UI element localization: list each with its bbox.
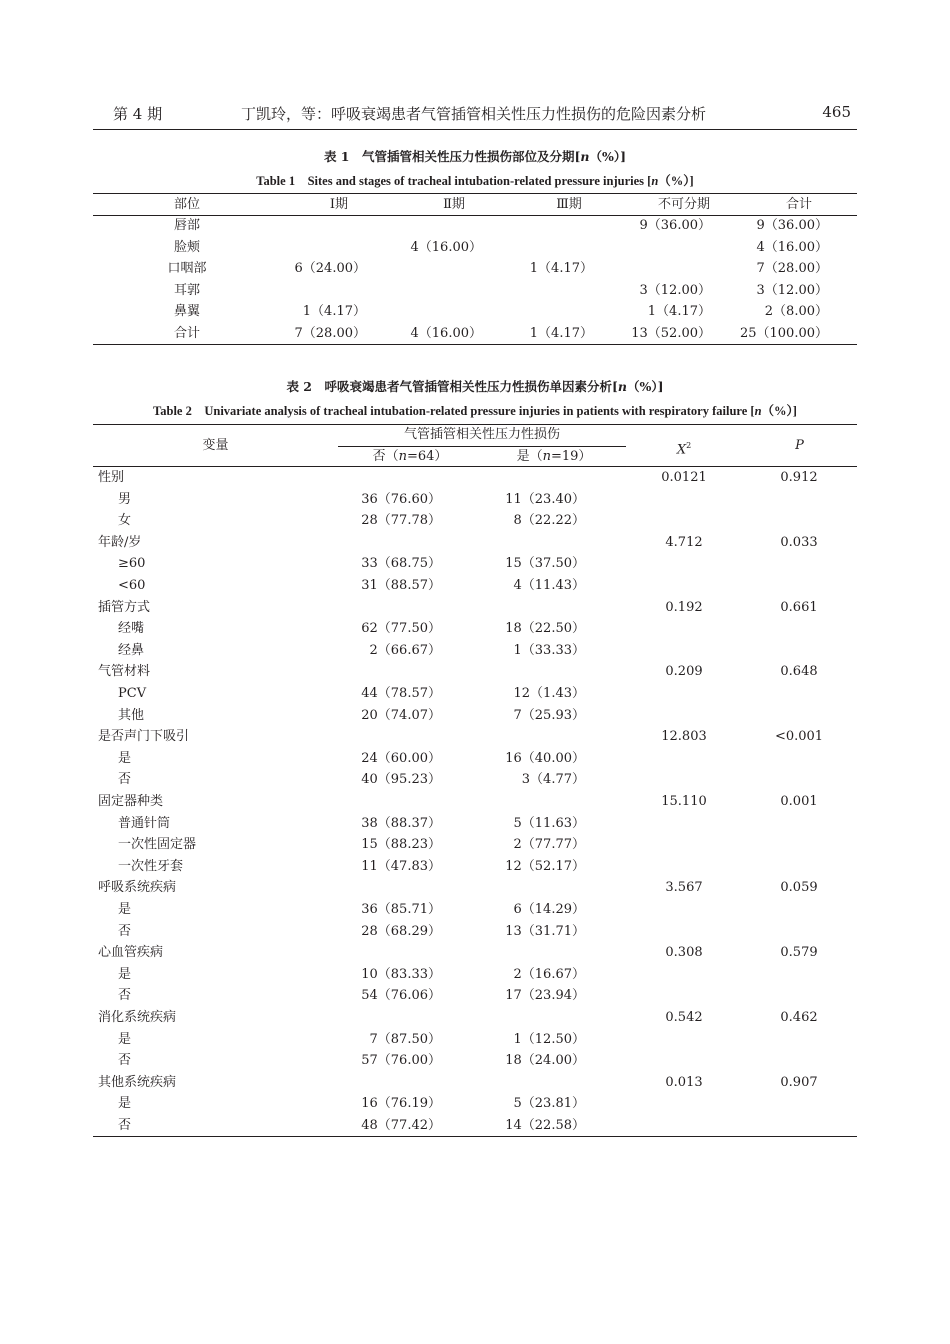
table2-yes-cell: 5（23.81） <box>513 1096 585 1112</box>
table2-sublevel-label: 一次性牙套 <box>118 858 184 874</box>
table2-header-variable: 变量 <box>202 438 229 453</box>
table1-cell: 9（36.00） <box>756 218 828 233</box>
table2-header-no: 否（n=64） <box>372 449 448 464</box>
table2-sublevel-label: 经鼻 <box>118 642 145 658</box>
table2-p-cell: 0.033 <box>780 534 818 550</box>
table2-variable-label: 消化系统疾病 <box>98 1010 177 1025</box>
table1-cell: 1（4.17） <box>529 325 593 341</box>
table1-cell: 3（12.00） <box>639 282 711 298</box>
table2-caption-en: Table 2 Univariate analysis of tracheal intubation-related pressure injuries in patients with respiratory failure [n（%）] <box>153 404 797 418</box>
table2-yes-cell: 18（22.50） <box>505 621 585 637</box>
table1-cell: 25（100.00） <box>739 325 828 341</box>
table2-yes-cell: 13（31.71） <box>505 923 585 939</box>
table1-cell: 7（28.00） <box>756 261 828 276</box>
table2-chi-cell: 3.567 <box>665 880 703 896</box>
table2-no-cell: 54（76.06） <box>361 988 441 1004</box>
table2-top-rule <box>93 424 857 425</box>
table2-yes-cell: 2（77.77） <box>513 837 585 853</box>
table2-yes-cell: 18（24.00） <box>505 1053 585 1069</box>
table2-variable-label: 其他系统疾病 <box>98 1074 177 1090</box>
table1-header-rule <box>93 215 857 216</box>
table2-header-chi: $X^2$ <box>676 441 692 458</box>
table2-no-cell: 36（85.71） <box>361 902 441 917</box>
table2-variable-label: 气管材料 <box>98 664 151 680</box>
table1-top-rule <box>93 193 857 194</box>
table1-col-header: Ⅲ期 <box>556 197 582 212</box>
table2-variable-label: 固定器种类 <box>98 794 164 809</box>
table2-variable-label: 心血管疾病 <box>98 945 164 961</box>
table2-yes-cell: 3（4.77） <box>521 772 585 788</box>
table1-caption-en: Table 1 Sites and stages of tracheal intubation-related pressure injuries [n（%）] <box>256 174 694 188</box>
table2-chi-cell: 15.110 <box>661 794 707 809</box>
table1-row-label: 鼻翼 <box>173 304 200 319</box>
table1-cell: 1（4.17） <box>647 304 711 319</box>
table2-no-cell: 15（88.23） <box>361 837 441 853</box>
table2-p-cell: <0.001 <box>774 729 824 745</box>
table2-chi-cell: 0.542 <box>665 1010 703 1025</box>
table2-no-cell: 24（60.00） <box>361 750 441 766</box>
table1-cell: 7（28.00） <box>294 325 366 341</box>
table2-yes-cell: 6（14.29） <box>513 902 585 917</box>
table2-no-cell: 48（77.42） <box>361 1118 441 1133</box>
table1-col-header: Ⅰ期 <box>329 197 349 212</box>
table2-no-cell: 7（87.50） <box>369 1031 441 1047</box>
table1-cell: 4（16.00） <box>756 239 828 255</box>
table2-caption-cn: 表 2 呼吸衰竭患者气管插管相关性压力性损伤单因素分析[n（%）] <box>286 379 664 394</box>
table2-yes-cell: 14（22.58） <box>505 1118 585 1133</box>
table2-variable-label: 插管方式 <box>98 599 151 615</box>
table2-no-cell: 28（77.78） <box>361 513 441 529</box>
table2-chi-cell: 0.192 <box>665 599 703 615</box>
table2-yes-cell: 17（23.94） <box>505 988 585 1004</box>
table2-header-group: 气管插管相关性压力性损伤 <box>403 427 560 442</box>
table2-no-cell: 11（47.83） <box>361 858 441 874</box>
table2-no-cell: 38（88.37） <box>361 815 441 831</box>
table2-p-cell: 0.661 <box>780 599 818 615</box>
table2-yes-cell: 1（33.33） <box>513 642 585 658</box>
table2-sublevel-label: 否 <box>118 1053 132 1069</box>
table1-cell: 9（36.00） <box>639 218 711 233</box>
table2-p-cell: 0.059 <box>780 880 818 896</box>
table2-no-cell: 40（95.23） <box>361 772 441 788</box>
table2-header-p: P <box>795 438 804 453</box>
table2-bottom-rule <box>93 1136 857 1137</box>
issue-number: 第 4 期 <box>113 105 163 123</box>
table2-sublevel-label: 否 <box>118 1118 132 1133</box>
table2-sublevel-label: <60 <box>118 578 146 593</box>
table2-sublevel-label: 是 <box>118 1031 132 1047</box>
table2-yes-cell: 2（16.67） <box>513 966 585 982</box>
table2-yes-cell: 16（40.00） <box>505 750 585 766</box>
header-rule <box>93 129 857 130</box>
table2-variable-label: 性别 <box>98 470 125 485</box>
table2-no-cell: 57（76.00） <box>361 1053 441 1069</box>
table2-sublevel-label: 是 <box>118 966 132 982</box>
table2-sublevel-label: 否 <box>118 923 132 939</box>
table1-caption-cn: 表 1 气管插管相关性压力性损伤部位及分期[n（%）] <box>323 149 627 164</box>
table1-row-label: 唇部 <box>173 218 200 233</box>
table2-no-cell: 10（83.33） <box>361 966 441 982</box>
table2-no-cell: 44（78.57） <box>361 686 441 701</box>
table2-no-cell: 16（76.19） <box>361 1096 441 1112</box>
table1-col-header: Ⅱ期 <box>443 197 465 212</box>
table2-group-rule <box>338 446 626 447</box>
table1-cell: 13（52.00） <box>631 325 711 341</box>
table2-chi-cell: 0.308 <box>665 945 703 961</box>
table2-no-cell: 62（77.50） <box>361 621 441 637</box>
table1-col-header: 不可分期 <box>657 197 710 212</box>
running-header <box>93 103 857 125</box>
table2-sublevel-label: 是 <box>118 750 132 766</box>
table1-row-label: 口咽部 <box>167 261 207 276</box>
table2-sublevel-label: 否 <box>118 988 132 1004</box>
table2-no-cell: 20（74.07） <box>361 707 441 723</box>
page-number: 465 <box>822 103 851 121</box>
table2-sublevel-label: 女 <box>118 513 132 529</box>
table2-yes-cell: 5（11.63） <box>513 815 585 831</box>
table2-p-cell: 0.001 <box>780 794 818 809</box>
table2-yes-cell: 12（52.17） <box>505 858 585 874</box>
table1-cell: 4（16.00） <box>410 325 482 341</box>
table2-sublevel-label: 一次性固定器 <box>118 837 197 853</box>
table2-sublevel-label: 其他 <box>118 707 145 723</box>
table2-sublevel-label: 是 <box>118 1096 132 1112</box>
table1-cell: 1（4.17） <box>302 304 366 319</box>
table2-yes-cell: 4（11.43） <box>513 578 585 593</box>
table1-cell: 6（24.00） <box>294 261 366 276</box>
table1-cell: 1（4.17） <box>529 261 593 276</box>
table2-no-cell: 31（88.57） <box>361 578 441 593</box>
table2-sublevel-label: PCV <box>118 686 147 701</box>
table2-yes-cell: 7（25.93） <box>513 707 585 723</box>
table2-variable-label: 呼吸系统疾病 <box>98 880 177 896</box>
table1-col-header: 合计 <box>785 197 812 212</box>
table2-sublevel-label: 普通针筒 <box>118 815 171 831</box>
table2-yes-cell: 8（22.22） <box>513 513 585 529</box>
table2-sublevel-label: 否 <box>118 772 132 788</box>
table2-yes-cell: 11（23.40） <box>505 491 585 507</box>
table2-p-cell: 0.907 <box>780 1074 818 1090</box>
table1-cell: 2（8.00） <box>764 304 828 319</box>
table2-p-cell: 0.648 <box>780 664 818 680</box>
table2-chi-cell: 0.0121 <box>661 470 707 485</box>
table1-row-label: 脸颊 <box>173 239 200 255</box>
table2-p-cell: 0.462 <box>780 1010 818 1025</box>
table2-yes-cell: 1（12.50） <box>513 1031 585 1047</box>
table2-no-cell: 28（68.29） <box>361 923 441 939</box>
table1-row-label: 合计 <box>173 325 200 341</box>
table2-header-yes: 是（n=19） <box>516 449 592 464</box>
table1-cell: 3（12.00） <box>756 282 828 298</box>
table2-chi-cell: 0.209 <box>665 664 703 680</box>
table1-row-label: 耳郭 <box>173 282 200 298</box>
table2-chi-cell: 4.712 <box>665 534 703 550</box>
table2-no-cell: 36（76.60） <box>361 491 441 507</box>
table2-sublevel-label: ≥60 <box>118 556 146 572</box>
table2-no-cell: 33（68.75） <box>361 556 441 572</box>
table2-variable-label: 是否声门下吸引 <box>98 729 190 745</box>
table2-chi-cell: 12.803 <box>661 729 707 745</box>
table1-cell: 4（16.00） <box>410 239 482 255</box>
running-title: 丁凯玲，等：呼吸衰竭患者气管插管相关性压力性损伤的危险因素分析 <box>241 105 707 123</box>
table2-yes-cell: 12（1.43） <box>513 686 585 701</box>
table1-bottom-rule <box>93 344 857 345</box>
table2-no-cell: 2（66.67） <box>369 642 441 658</box>
table2-header-rule <box>93 466 857 467</box>
table2-sublevel-label: 是 <box>118 902 132 917</box>
table2-sublevel-label: 经嘴 <box>118 621 145 637</box>
table2-p-cell: 0.912 <box>780 470 818 485</box>
table2-p-cell: 0.579 <box>780 945 818 961</box>
table2-sublevel-label: 男 <box>118 491 132 507</box>
table2-yes-cell: 15（37.50） <box>505 556 585 572</box>
table2-chi-cell: 0.013 <box>665 1074 703 1090</box>
table2-variable-label: 年龄/岁 <box>98 534 142 550</box>
table1-col-header: 部位 <box>173 197 200 212</box>
